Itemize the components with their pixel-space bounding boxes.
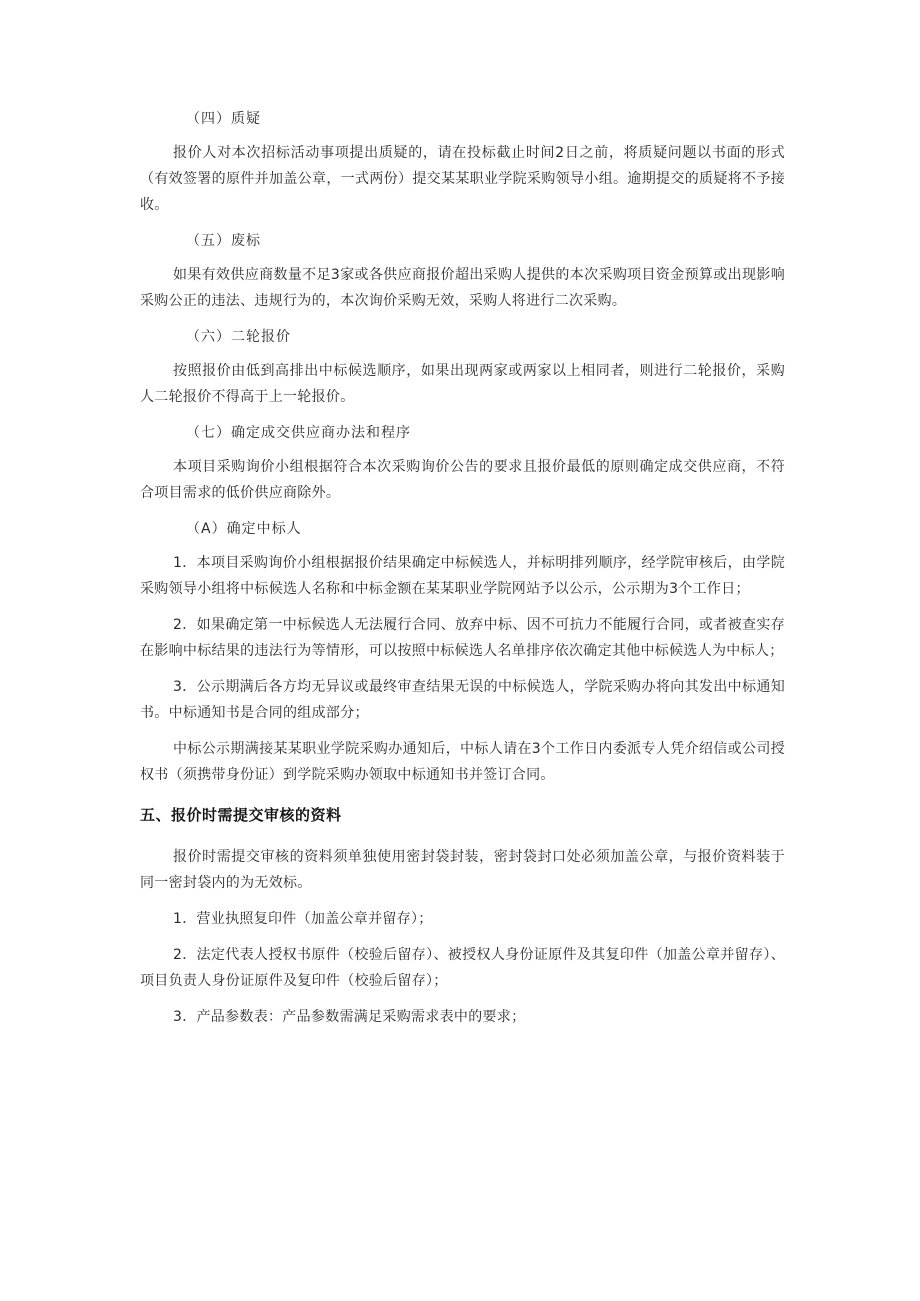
paragraph-second-round: 按照报价由低到高排出中标候选顺序，如果出现两家或两家以上相同者，则进行二轮报价，采购人二轮报价不得高于上一轮报价。 bbox=[140, 363, 785, 405]
paragraph-award-method: 本项目采购询价小组根据符合本次采购询价公告的要求且报价最低的原则确定成交供应商，不符合项目需求的低价供应商除外。 bbox=[140, 459, 785, 501]
document-body bbox=[140, 106, 785, 1040]
paragraph-objection: 报价人对本次招标活动事项提出质疑的，请在投标截止时间2日之前，将质疑问题以书面的形式（有效签署的原件并加盖公章，一式两份）提交某某职业学院采购领导小组。逾期提交的质疑将不予接收。 bbox=[140, 145, 785, 213]
subsection-title-award-method: （七）确定成交供应商办法和程序 bbox=[186, 425, 411, 441]
list-item-material-2: 2．法定代表人授权书原件（校验后留存）、被授权人身份证原件及其复印件（加盖公章并留存）、项目负责人身份证原件及复印件（校验后留存）； bbox=[140, 947, 785, 989]
list-item-material-3: 3．产品参数表：产品参数需满足采购需求表中的要求； bbox=[173, 1009, 526, 1025]
section-heading-review-materials: 五、报价时需提交审核的资料 bbox=[140, 806, 342, 824]
subsection-title-second-round: （六）二轮报价 bbox=[186, 329, 291, 345]
list-item-winner-3: 3．公示期满后各方均无异议或最终审查结果无误的中标候选人，学院采购办将向其发出中标通知书。中标通知书是合同的组成部分； bbox=[140, 679, 785, 721]
subsection-title-invalid-bid: （五）废标 bbox=[186, 233, 261, 249]
list-item-material-1: 1．营业执照复印件（加盖公章并留存）； bbox=[173, 911, 433, 927]
paragraph-invalid-bid: 如果有效供应商数量不足3家或各供应商报价超出采购人提供的本次采购项目资金预算或出现影响采购公正的违法、违规行为的，本次询价采购无效，采购人将进行二次采购。 bbox=[140, 267, 785, 309]
list-item-winner-1: 1．本项目采购询价小组根据报价结果确定中标候选人，并标明排列顺序，经学院审核后，由学院采购领导小组将中标候选人名称和中标金额在某某职业学院网站予以公示，公示期为3个工作日； bbox=[140, 555, 785, 597]
list-item-winner-2: 2．如果确定第一中标候选人无法履行合同、放弃中标、因不可抗力不能履行合同，或者被查实存在影响中标结果的违法行为等情形，可以按照中标候选人名单排序依次确定其他中标候选人为中标人； bbox=[140, 617, 785, 659]
subsection-title-determine-winner: （A）确定中标人 bbox=[186, 521, 302, 537]
subsection-title-objection: （四）质疑 bbox=[186, 111, 261, 127]
paragraph-review-materials: 报价时需提交审核的资料须单独使用密封袋封装，密封袋封口处必须加盖公章，与报价资料装于同一密封袋内的为无效标。 bbox=[140, 849, 785, 891]
paragraph-notification: 中标公示期满接某某职业学院采购办通知后，中标人请在3个工作日内委派专人凭介绍信或公司授权书（须携带身份证）到学院采购办领取中标通知书并签订合同。 bbox=[140, 741, 785, 783]
